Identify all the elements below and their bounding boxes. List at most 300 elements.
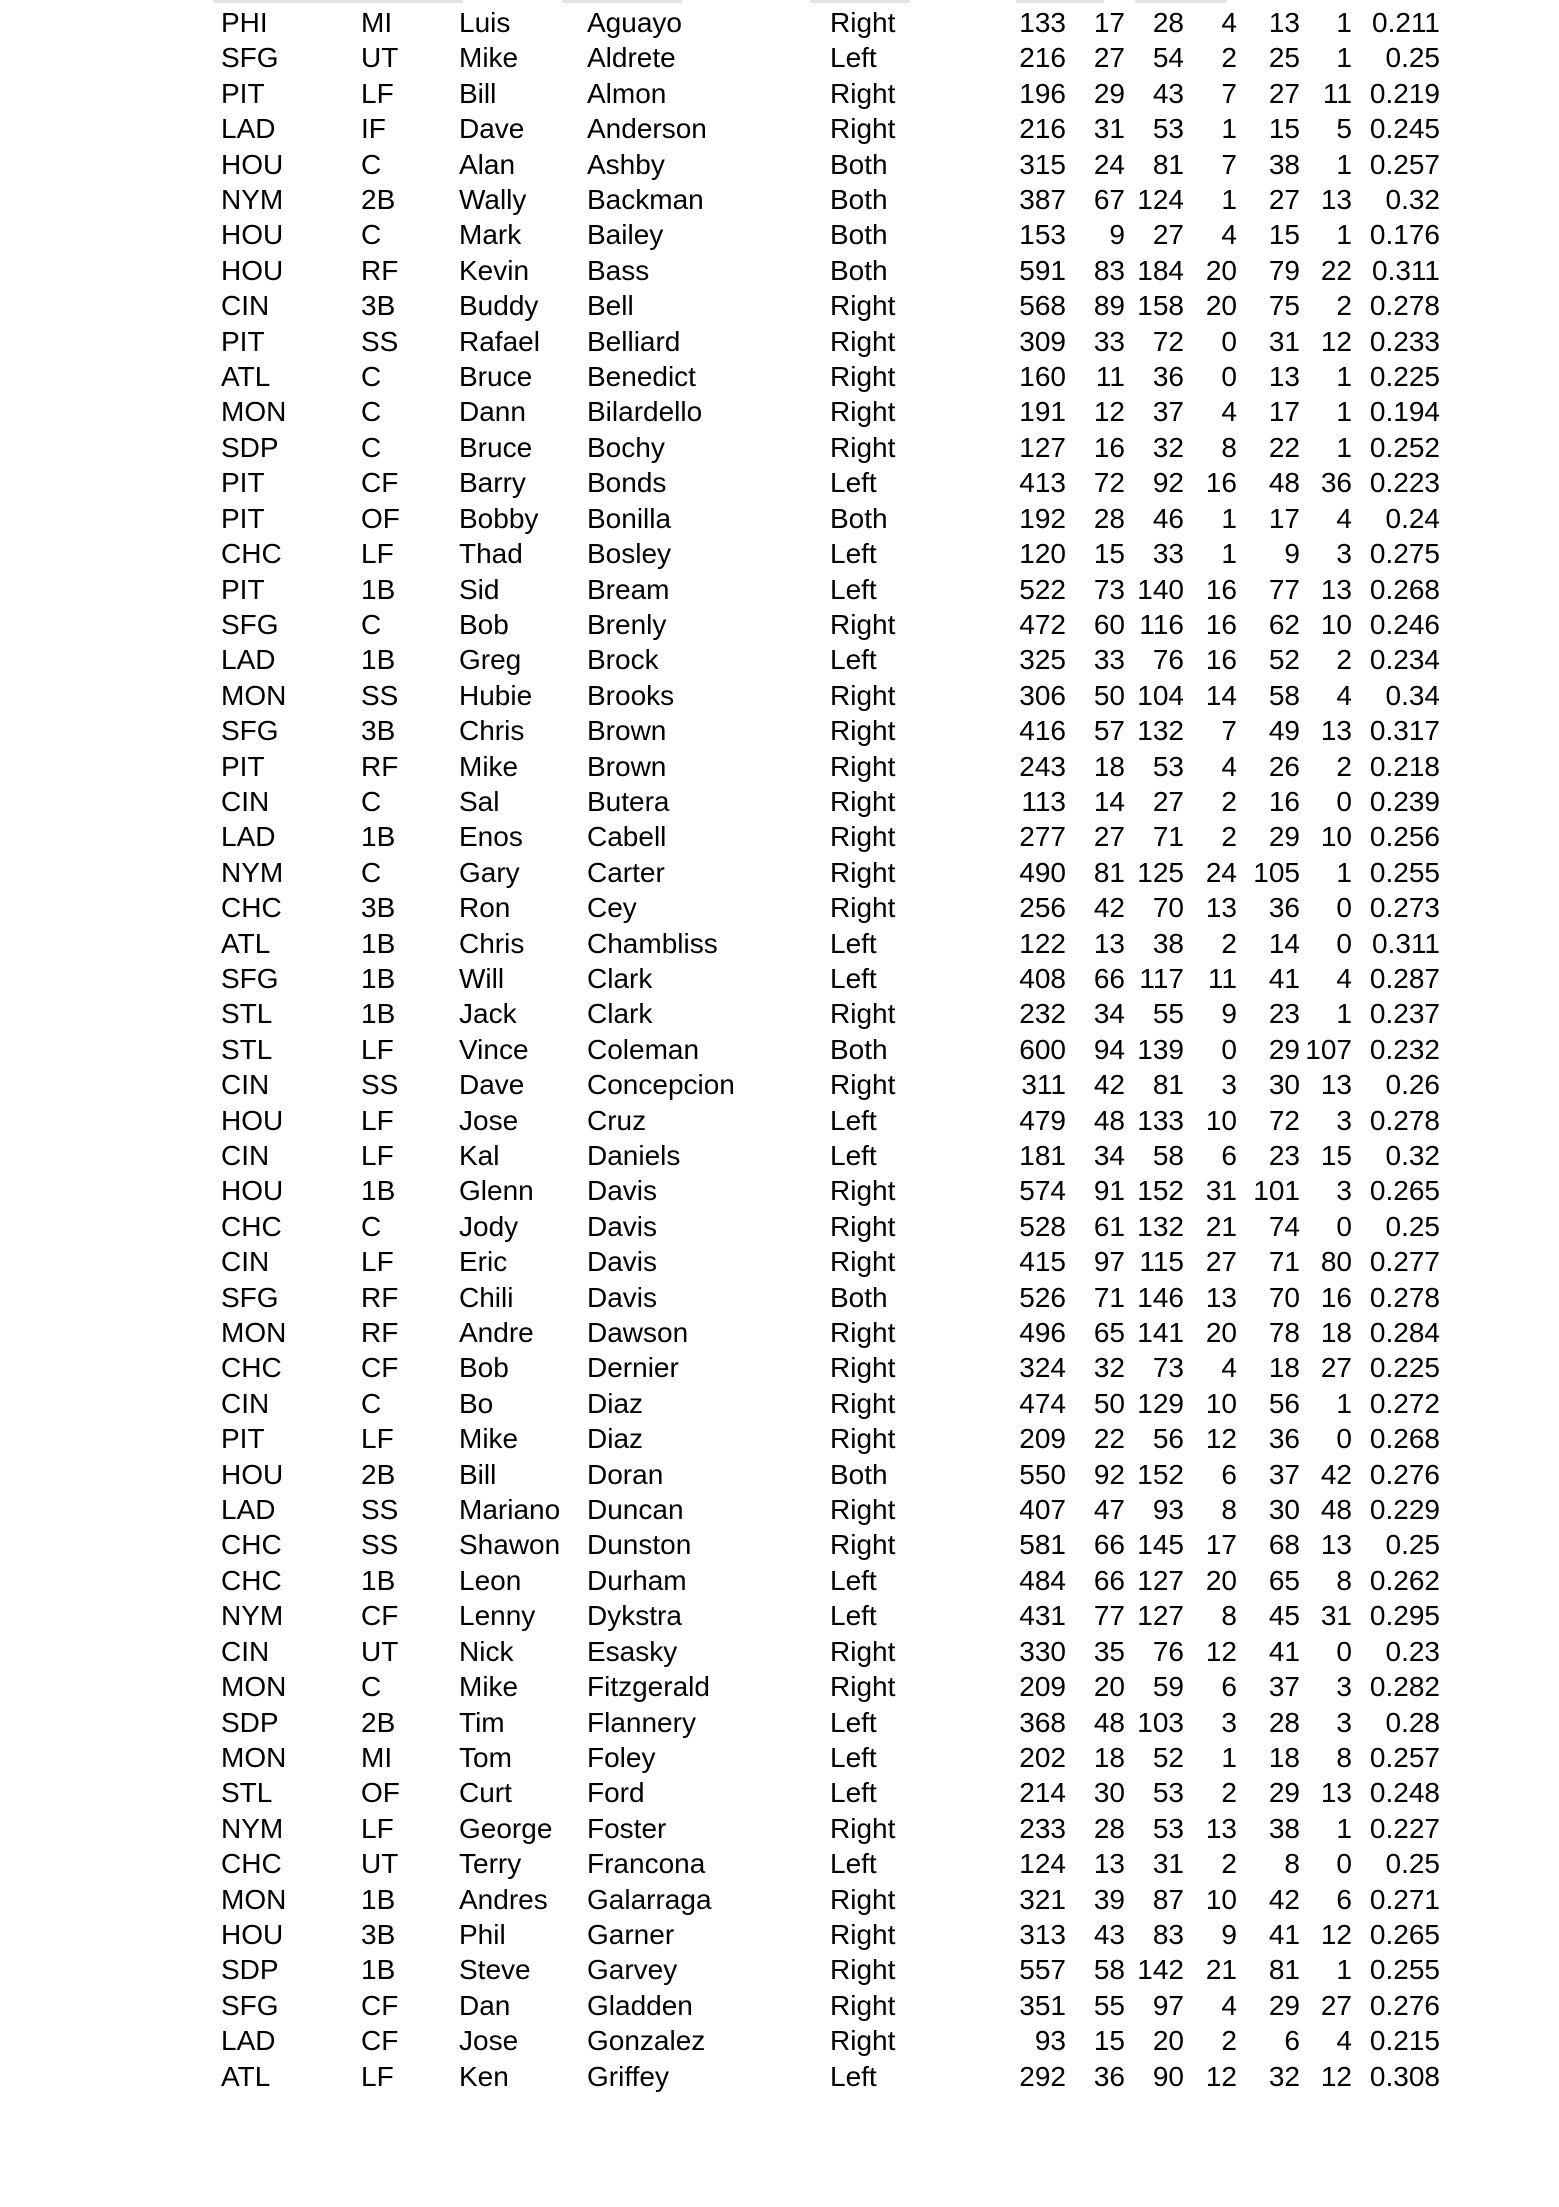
rbi-cell: 41 <box>1268 962 1300 994</box>
position-cell: 1B <box>361 1954 396 1986</box>
last-name-cell: Durham <box>587 1564 687 1596</box>
table-row <box>0 40 1559 75</box>
runs-cell: 30 <box>1093 1777 1125 1809</box>
stolen-bases-cell: 1 <box>1336 431 1352 463</box>
bats-cell: Right <box>830 1352 896 1384</box>
first-name-cell: Chris <box>459 715 525 747</box>
last-name-cell: Davis <box>587 1175 658 1207</box>
bats-cell: Right <box>830 1423 896 1455</box>
stolen-bases-cell: 3 <box>1336 1104 1352 1136</box>
position-cell: 1B <box>361 962 396 994</box>
home-runs-cell: 4 <box>1221 1989 1237 2021</box>
at-bats-cell: 431 <box>1019 1600 1066 1632</box>
bats-cell: Right <box>830 113 896 145</box>
stolen-bases-cell: 1 <box>1336 1387 1352 1419</box>
rbi-cell: 13 <box>1268 7 1300 38</box>
stolen-bases-cell: 0 <box>1336 892 1352 924</box>
at-bats-cell: 306 <box>1019 679 1066 711</box>
table-row <box>0 1811 1559 1846</box>
team-cell: PIT <box>221 77 265 109</box>
hits-cell: 127 <box>1137 1564 1184 1596</box>
bats-cell: Left <box>830 1706 877 1738</box>
last-name-cell: Coleman <box>587 1033 700 1065</box>
hits-cell: 140 <box>1137 573 1184 605</box>
batting-avg-cell: 0.239 <box>1369 785 1440 817</box>
team-cell: HOU <box>221 254 284 286</box>
home-runs-cell: 8 <box>1221 1600 1237 1632</box>
team-cell: LAD <box>221 113 276 145</box>
position-cell: C <box>361 1671 382 1703</box>
first-name-cell: Bob <box>459 1352 509 1384</box>
first-name-cell: Ken <box>459 2060 509 2092</box>
runs-cell: 16 <box>1093 431 1125 463</box>
table-row <box>0 855 1559 890</box>
bats-cell: Right <box>830 715 896 747</box>
position-cell: 1B <box>361 1175 396 1207</box>
at-bats-cell: 191 <box>1019 396 1066 428</box>
rbi-cell: 6 <box>1284 2025 1300 2057</box>
home-runs-cell: 9 <box>1221 1918 1237 1950</box>
team-cell: PIT <box>221 573 265 605</box>
team-cell: HOU <box>221 219 284 251</box>
first-name-cell: Sid <box>459 573 500 605</box>
last-name-cell: Davis <box>587 1210 658 1242</box>
rbi-cell: 52 <box>1268 644 1300 676</box>
rbi-cell: 41 <box>1268 1918 1300 1950</box>
stolen-bases-cell: 36 <box>1320 467 1352 499</box>
position-cell: CF <box>361 467 399 499</box>
team-cell: HOU <box>221 1175 284 1207</box>
rbi-cell: 41 <box>1268 1635 1300 1667</box>
first-name-cell: Curt <box>459 1777 512 1809</box>
batting-avg-cell: 0.223 <box>1369 467 1440 499</box>
team-cell: SDP <box>221 1954 279 1986</box>
bats-cell: Right <box>830 431 896 463</box>
stolen-bases-cell: 2 <box>1336 644 1352 676</box>
first-name-cell: Dave <box>459 1069 525 1101</box>
bats-cell: Left <box>830 1777 877 1809</box>
batting-avg-cell: 0.287 <box>1369 962 1440 994</box>
rbi-cell: 23 <box>1268 998 1300 1030</box>
last-name-cell: Butera <box>587 785 670 817</box>
batting-avg-cell: 0.282 <box>1369 1671 1440 1703</box>
table-row <box>0 1067 1559 1102</box>
last-name-cell: Brooks <box>587 679 675 711</box>
batting-avg-cell: 0.284 <box>1369 1317 1440 1349</box>
last-name-cell: Cabell <box>587 821 667 853</box>
stolen-bases-cell: 15 <box>1320 1140 1352 1171</box>
first-name-cell: Rafael <box>459 325 540 357</box>
runs-cell: 14 <box>1093 785 1125 817</box>
last-name-cell: Dernier <box>587 1352 679 1384</box>
runs-cell: 31 <box>1093 113 1125 145</box>
position-cell: 1B <box>361 1883 396 1915</box>
last-name-cell: Ford <box>587 1777 645 1809</box>
first-name-cell: Lenny <box>459 1600 536 1632</box>
team-cell: NYM <box>221 1600 284 1632</box>
position-cell: CF <box>361 2025 399 2057</box>
position-cell: C <box>361 1387 382 1419</box>
runs-cell: 18 <box>1093 750 1125 782</box>
last-name-cell: Bilardello <box>587 396 703 428</box>
table-row <box>0 2023 1559 2058</box>
bats-cell: Left <box>830 1848 877 1880</box>
stolen-bases-cell: 1 <box>1336 148 1352 180</box>
first-name-cell: Luis <box>459 7 511 38</box>
home-runs-cell: 13 <box>1205 1281 1237 1313</box>
at-bats-cell: 309 <box>1019 325 1066 357</box>
stolen-bases-cell: 80 <box>1320 1246 1352 1278</box>
home-runs-cell: 6 <box>1221 1140 1237 1171</box>
stolen-bases-cell: 13 <box>1320 184 1352 216</box>
team-cell: CHC <box>221 892 282 924</box>
home-runs-cell: 12 <box>1205 2060 1237 2092</box>
hits-cell: 142 <box>1137 1954 1184 1986</box>
bats-cell: Right <box>830 856 896 888</box>
position-cell: 1B <box>361 1564 396 1596</box>
bats-cell: Right <box>830 1635 896 1667</box>
runs-cell: 11 <box>1095 361 1125 393</box>
position-cell: 1B <box>361 927 396 959</box>
table-row <box>0 1882 1559 1917</box>
first-name-cell: Jose <box>459 1104 519 1136</box>
home-runs-cell: 6 <box>1221 1671 1237 1703</box>
team-cell: CHC <box>221 1848 282 1880</box>
bats-cell: Left <box>830 538 877 570</box>
runs-cell: 27 <box>1093 821 1125 853</box>
runs-cell: 73 <box>1093 573 1125 605</box>
last-name-cell: Brock <box>587 644 659 676</box>
at-bats-cell: 407 <box>1019 1494 1066 1526</box>
stolen-bases-cell: 1 <box>1336 396 1352 428</box>
position-cell: SS <box>361 679 399 711</box>
position-cell: RF <box>361 1317 399 1349</box>
batting-avg-cell: 0.268 <box>1369 573 1440 605</box>
batting-avg-cell: 0.176 <box>1369 219 1440 251</box>
runs-cell: 89 <box>1093 290 1125 322</box>
rbi-cell: 78 <box>1268 1317 1300 1349</box>
at-bats-cell: 292 <box>1019 2060 1066 2092</box>
stolen-bases-cell: 8 <box>1336 1564 1352 1596</box>
at-bats-cell: 216 <box>1019 113 1066 145</box>
hits-cell: 127 <box>1137 1600 1184 1632</box>
stolen-bases-cell: 0 <box>1336 1635 1352 1667</box>
batting-avg-cell: 0.225 <box>1369 1352 1440 1384</box>
stolen-bases-cell: 0 <box>1336 785 1352 817</box>
bats-cell: Right <box>830 290 896 322</box>
rbi-cell: 30 <box>1268 1069 1300 1101</box>
home-runs-cell: 16 <box>1205 467 1237 499</box>
runs-cell: 50 <box>1093 679 1125 711</box>
runs-cell: 66 <box>1093 962 1125 994</box>
at-bats-cell: 496 <box>1019 1317 1066 1349</box>
at-bats-cell: 122 <box>1019 927 1066 959</box>
batting-avg-cell: 0.229 <box>1369 1494 1440 1526</box>
hits-cell: 124 <box>1137 184 1184 216</box>
cropped-gridline-artifact <box>810 0 910 3</box>
home-runs-cell: 7 <box>1221 148 1237 180</box>
table-row <box>0 76 1559 111</box>
hits-cell: 93 <box>1152 1494 1184 1526</box>
team-cell: LAD <box>221 644 276 676</box>
at-bats-cell: 202 <box>1019 1741 1066 1773</box>
table-row <box>0 1103 1559 1138</box>
stolen-bases-cell: 2 <box>1336 290 1352 322</box>
stolen-bases-cell: 10 <box>1320 821 1352 853</box>
hits-cell: 117 <box>1139 962 1184 994</box>
runs-cell: 33 <box>1093 644 1125 676</box>
position-cell: UT <box>361 1635 399 1667</box>
hits-cell: 90 <box>1152 2060 1184 2092</box>
runs-cell: 32 <box>1093 1352 1125 1384</box>
bats-cell: Right <box>830 1918 896 1950</box>
runs-cell: 57 <box>1093 715 1125 747</box>
runs-cell: 15 <box>1093 2025 1125 2057</box>
table-row <box>0 217 1559 252</box>
batting-avg-cell: 0.233 <box>1369 325 1440 357</box>
first-name-cell: Wally <box>459 184 527 216</box>
last-name-cell: Foster <box>587 1812 667 1844</box>
bats-cell: Right <box>830 325 896 357</box>
last-name-cell: Bosley <box>587 538 672 570</box>
stolen-bases-cell: 12 <box>1320 2060 1352 2092</box>
rbi-cell: 81 <box>1268 1954 1300 1986</box>
bats-cell: Both <box>830 184 888 216</box>
position-cell: CF <box>361 1600 399 1632</box>
at-bats-cell: 133 <box>1019 7 1066 38</box>
runs-cell: 12 <box>1093 396 1125 428</box>
position-cell: 3B <box>361 892 396 924</box>
stolen-bases-cell: 42 <box>1320 1458 1352 1490</box>
position-cell: LF <box>361 1246 394 1278</box>
rbi-cell: 30 <box>1268 1494 1300 1526</box>
table-row <box>0 1988 1559 2023</box>
home-runs-cell: 20 <box>1205 290 1237 322</box>
position-cell: 2B <box>361 1706 396 1738</box>
at-bats-cell: 479 <box>1019 1104 1066 1136</box>
stolen-bases-cell: 1 <box>1336 219 1352 251</box>
team-cell: CIN <box>221 1387 270 1419</box>
home-runs-cell: 2 <box>1221 2025 1237 2057</box>
bats-cell: Right <box>830 1494 896 1526</box>
at-bats-cell: 243 <box>1019 750 1066 782</box>
first-name-cell: Shawon <box>459 1529 561 1561</box>
bats-cell: Right <box>830 1989 896 2021</box>
bats-cell: Right <box>830 785 896 817</box>
rbi-cell: 18 <box>1268 1352 1300 1384</box>
team-cell: SFG <box>221 1281 279 1313</box>
hits-cell: 132 <box>1137 1210 1184 1242</box>
rbi-cell: 36 <box>1268 1423 1300 1455</box>
runs-cell: 34 <box>1093 1140 1125 1171</box>
table-row <box>0 607 1559 642</box>
home-runs-cell: 8 <box>1221 431 1237 463</box>
home-runs-cell: 31 <box>1205 1175 1237 1207</box>
first-name-cell: Kevin <box>459 254 530 286</box>
team-cell: MON <box>221 1741 287 1773</box>
rbi-cell: 27 <box>1268 77 1300 109</box>
stolen-bases-cell: 4 <box>1336 679 1352 711</box>
batting-avg-cell: 0.26 <box>1385 1069 1440 1101</box>
hits-cell: 125 <box>1137 856 1184 888</box>
rbi-cell: 105 <box>1253 856 1300 888</box>
stolen-bases-cell: 13 <box>1320 1777 1352 1809</box>
table-row <box>0 1315 1559 1350</box>
at-bats-cell: 408 <box>1019 962 1066 994</box>
table-row <box>0 961 1559 996</box>
last-name-cell: Esasky <box>587 1635 678 1667</box>
batting-avg-cell: 0.273 <box>1369 892 1440 924</box>
batting-avg-cell: 0.246 <box>1369 608 1440 640</box>
first-name-cell: Tom <box>459 1741 512 1773</box>
bats-cell: Left <box>830 927 877 959</box>
stolen-bases-cell: 3 <box>1336 1671 1352 1703</box>
batting-avg-cell: 0.23 <box>1385 1635 1440 1667</box>
cropped-gridline-artifact <box>213 0 463 3</box>
runs-cell: 81 <box>1093 856 1125 888</box>
hits-cell: 92 <box>1152 467 1184 499</box>
stolen-bases-cell: 12 <box>1320 325 1352 357</box>
table-row <box>0 1527 1559 1562</box>
batting-avg-cell: 0.276 <box>1369 1989 1440 2021</box>
home-runs-cell: 20 <box>1205 254 1237 286</box>
bats-cell: Right <box>830 1246 896 1278</box>
table-row <box>0 1563 1559 1598</box>
first-name-cell: Bill <box>459 77 497 109</box>
stolen-bases-cell: 27 <box>1320 1989 1352 2021</box>
hits-cell: 37 <box>1152 396 1184 428</box>
at-bats-cell: 232 <box>1019 998 1066 1030</box>
table-row <box>0 501 1559 536</box>
team-cell: HOU <box>221 1458 284 1490</box>
position-cell: 2B <box>361 184 396 216</box>
hits-cell: 158 <box>1137 290 1184 322</box>
team-cell: ATL <box>221 2060 271 2092</box>
at-bats-cell: 209 <box>1019 1423 1066 1455</box>
first-name-cell: Bobby <box>459 502 539 534</box>
stolen-bases-cell: 8 <box>1336 1741 1352 1773</box>
at-bats-cell: 153 <box>1019 219 1066 251</box>
bats-cell: Right <box>830 1175 896 1207</box>
last-name-cell: Aldrete <box>587 42 676 74</box>
team-cell: NYM <box>221 856 284 888</box>
hits-cell: 97 <box>1152 1989 1184 2021</box>
table-row <box>0 1350 1559 1385</box>
hits-cell: 83 <box>1152 1918 1184 1950</box>
last-name-cell: Anderson <box>587 113 707 145</box>
position-cell: RF <box>361 750 399 782</box>
stolen-bases-cell: 5 <box>1336 113 1352 145</box>
batting-avg-cell: 0.256 <box>1369 821 1440 853</box>
home-runs-cell: 21 <box>1205 1954 1237 1986</box>
team-cell: SDP <box>221 1706 279 1738</box>
table-row <box>0 678 1559 713</box>
at-bats-cell: 256 <box>1019 892 1066 924</box>
batting-avg-cell: 0.317 <box>1369 715 1440 747</box>
team-cell: MON <box>221 1671 287 1703</box>
table-row <box>0 1209 1559 1244</box>
batting-avg-cell: 0.28 <box>1385 1706 1440 1738</box>
team-cell: PIT <box>221 750 265 782</box>
home-runs-cell: 2 <box>1221 42 1237 74</box>
rbi-cell: 29 <box>1268 821 1300 853</box>
first-name-cell: Mike <box>459 1671 519 1703</box>
position-cell: 3B <box>361 290 396 322</box>
at-bats-cell: 581 <box>1019 1529 1066 1561</box>
table-row <box>0 1032 1559 1067</box>
team-cell: CIN <box>221 1246 270 1278</box>
bats-cell: Left <box>830 2060 877 2092</box>
first-name-cell: Bruce <box>459 431 533 463</box>
bats-cell: Right <box>830 1210 896 1242</box>
at-bats-cell: 574 <box>1019 1175 1066 1207</box>
position-cell: C <box>361 361 382 393</box>
first-name-cell: Dave <box>459 113 525 145</box>
position-cell: 1B <box>361 998 396 1030</box>
last-name-cell: Chambliss <box>587 927 718 959</box>
home-runs-cell: 1 <box>1221 538 1237 570</box>
runs-cell: 42 <box>1093 1069 1125 1101</box>
hits-cell: 76 <box>1152 644 1184 676</box>
team-cell: CHC <box>221 1352 282 1384</box>
batting-avg-cell: 0.227 <box>1369 1812 1440 1844</box>
team-cell: CIN <box>221 290 270 322</box>
hits-cell: 71 <box>1152 821 1184 853</box>
hits-cell: 73 <box>1152 1352 1184 1384</box>
home-runs-cell: 27 <box>1205 1246 1237 1278</box>
home-runs-cell: 9 <box>1221 998 1237 1030</box>
stolen-bases-cell: 0 <box>1336 1848 1352 1880</box>
team-cell: MON <box>221 396 287 428</box>
batting-avg-cell: 0.308 <box>1369 2060 1440 2092</box>
team-cell: LAD <box>221 821 276 853</box>
stolen-bases-cell: 16 <box>1320 1281 1352 1313</box>
first-name-cell: Ron <box>459 892 511 924</box>
bats-cell: Left <box>830 644 877 676</box>
last-name-cell: Foley <box>587 1741 656 1773</box>
hits-cell: 152 <box>1137 1458 1184 1490</box>
bats-cell: Right <box>830 679 896 711</box>
batting-avg-cell: 0.234 <box>1369 644 1440 676</box>
at-bats-cell: 600 <box>1019 1033 1066 1065</box>
team-cell: NYM <box>221 1812 284 1844</box>
bats-cell: Left <box>830 1600 877 1632</box>
runs-cell: 17 <box>1093 7 1125 38</box>
team-cell: CIN <box>221 1069 270 1101</box>
runs-cell: 27 <box>1093 42 1125 74</box>
batting-avg-cell: 0.24 <box>1385 502 1440 534</box>
position-cell: SS <box>361 325 399 357</box>
runs-cell: 91 <box>1093 1175 1125 1207</box>
at-bats-cell: 484 <box>1019 1564 1066 1596</box>
first-name-cell: Bob <box>459 608 509 640</box>
rbi-cell: 28 <box>1268 1706 1300 1738</box>
bats-cell: Right <box>830 892 896 924</box>
position-cell: LF <box>361 1423 394 1455</box>
first-name-cell: Jack <box>459 998 517 1030</box>
position-cell: 1B <box>361 644 396 676</box>
first-name-cell: Andres <box>459 1883 548 1915</box>
stolen-bases-cell: 22 <box>1320 254 1352 286</box>
batting-avg-cell: 0.245 <box>1369 113 1440 145</box>
hits-cell: 27 <box>1152 219 1184 251</box>
position-cell: C <box>361 219 382 251</box>
at-bats-cell: 330 <box>1019 1635 1066 1667</box>
bats-cell: Right <box>830 1529 896 1561</box>
position-cell: SS <box>361 1529 399 1561</box>
team-cell: CIN <box>221 1140 270 1171</box>
bats-cell: Left <box>830 962 877 994</box>
